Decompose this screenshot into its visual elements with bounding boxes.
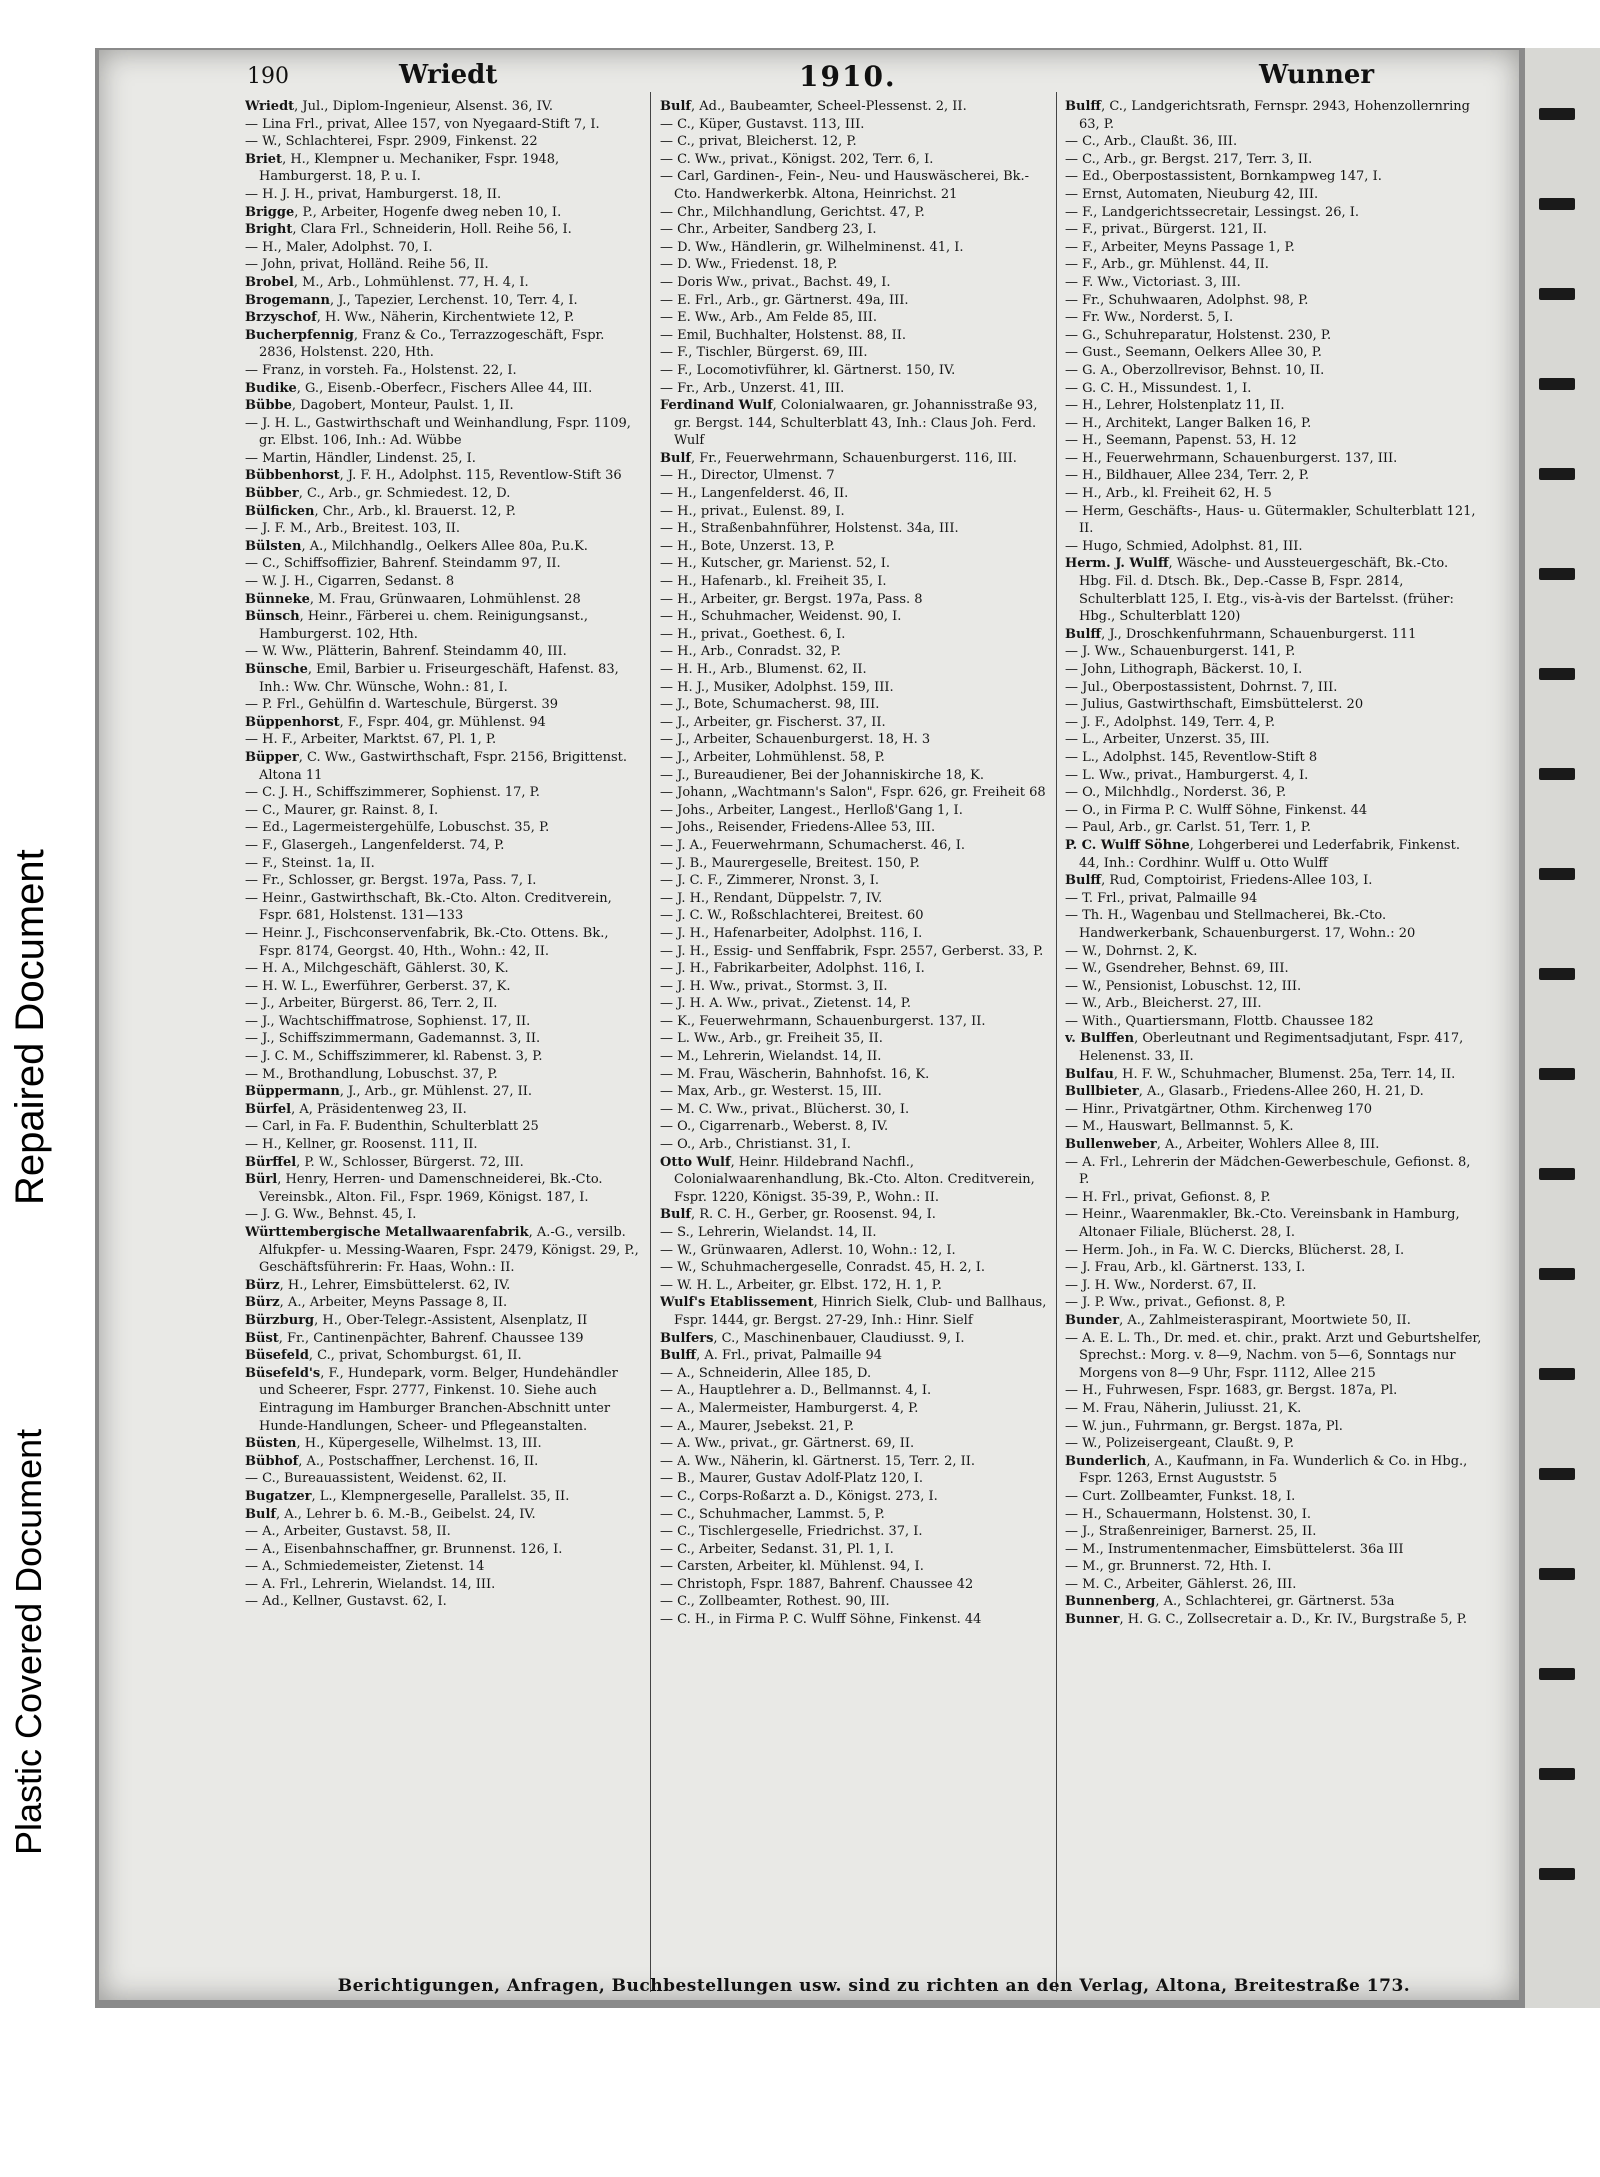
directory-entry: Büsefeld, C., privat, Schomburgst. 61, II. <box>245 1348 522 1364</box>
directory-entry: Bürffel, P. W., Schlosser, Bürgerst. 72, III. <box>245 1154 524 1170</box>
directory-entry: — J., Arbeiter, gr. Fischerst. 37, II. <box>660 714 886 730</box>
directory-entry: Bulfers, C., Maschinenbauer, Claudiusst. 9, I. <box>660 1330 965 1346</box>
directory-entry: — D. Ww., Friedenst. 18, P. <box>660 257 838 273</box>
directory-entry: — Jul., Oberpostassistent, Dohrnst. 7, III. <box>1065 679 1338 695</box>
directory-entry: — J. H. Ww., privat., Stormst. 3, II. <box>660 978 888 994</box>
directory-entry: — H., Seemann, Papenst. 53, H. 12 <box>1065 433 1297 449</box>
directory-entry: — F., privat., Bürgerst. 121, II. <box>1065 222 1267 238</box>
directory-entry: — L., Arbeiter, Unzerst. 35, III. <box>1065 732 1270 748</box>
directory-entry: — H., Kellner, gr. Roosenst. 111, II. <box>245 1137 478 1153</box>
header-year: 1910. <box>799 60 897 93</box>
directory-entry: — H., Bildhauer, Allee 234, Terr. 2, P. <box>1065 468 1309 484</box>
directory-entry: — H. J. H., privat, Hamburgerst. 18, II. <box>245 186 502 202</box>
directory-entry: — Hinr., Privatgärtner, Othm. Kirchenweg 170 <box>1065 1101 1372 1117</box>
directory-entry: — A. Frl., Lehrerin, Wielandst. 14, III. <box>245 1576 496 1592</box>
directory-entry: — F., Tischler, Bürgerst. 69, III. <box>660 345 868 361</box>
directory-entry: — A. Frl., Lehrerin der Mädchen-Gewerbeschule, Gefionst. 8, P. <box>1065 1154 1471 1188</box>
directory-entry: — J. Frau, Arb., kl. Gärtnerst. 133, I. <box>1065 1260 1306 1276</box>
directory-entry: — H. H., Arb., Blumenst. 62, II. <box>660 662 867 677</box>
directory-entry: — M., Lehrerin, Wielandst. 14, II. <box>660 1049 882 1065</box>
scanned-page <box>95 48 1600 2008</box>
adjacent-page-edge <box>1525 48 1600 2008</box>
directory-entry: — J. F., Adolphst. 149, Terr. 4, P. <box>1065 714 1276 730</box>
adjacent-text-fragment <box>1539 1468 1575 1480</box>
directory-entry: — H., Feuerwehrmann, Schauenburgerst. 137, III. <box>1065 450 1398 466</box>
adjacent-text-fragment <box>1539 1068 1575 1080</box>
directory-entry: — W., Polizeisergeant, Claußt. 9, P. <box>1065 1436 1295 1452</box>
directory-entry: — W., Arb., Bleicherst. 27, III. <box>1065 996 1262 1012</box>
directory-entry: — C. H., in Firma P. C. Wulff Söhne, Finkenst. 44 <box>660 1612 982 1628</box>
adjacent-text-fragment <box>1539 1268 1575 1280</box>
directory-entry: — F., Arb., gr. Mühlenst. 44, II. <box>1065 257 1269 273</box>
directory-entry: — H., Bote, Unzerst. 13, P. <box>660 538 835 554</box>
directory-entry: Bürz, A., Arbeiter, Meyns Passage 8, II. <box>245 1295 508 1311</box>
directory-entry: — J. H., Hafenarbeiter, Adolphst. 116, I. <box>660 925 923 941</box>
adjacent-text-fragment <box>1539 868 1575 880</box>
directory-entry: — Heinr., Gastwirthschaft, Bk.-Cto. Alton. Creditverein, Fspr. 681, Holstenst. 131—133 <box>245 890 612 924</box>
directory-entry: — Carl, in Fa. F. Budenthin, Schulterblatt 25 <box>245 1119 539 1135</box>
margin-labels <box>0 0 95 2177</box>
directory-entry: — M. Frau, Wäscherin, Bahnhofst. 16, K. <box>660 1066 930 1082</box>
adjacent-text-fragment <box>1539 1368 1575 1380</box>
directory-entry: — C., Corps-Roßarzt a. D., Königst. 273, I. <box>660 1488 938 1504</box>
directory-entry: — A. E. L. Th., Dr. med. et. chir., prakt. Arzt und Geburtshelfer, Sprechst.: Morg. v. 8—9, Nachm. von 5—6, Sonntags nur Morgens von 8—9 Uhr, Fspr. 1112, Allee 215 <box>1065 1330 1482 1381</box>
directory-entry: Büsten, H., Küpergeselle, Wilhelmst. 13, III. <box>245 1436 542 1452</box>
right-column <box>1059 98 1489 1958</box>
directory-entry: Briet, H., Klempner u. Mechaniker, Fspr. 1948, Hamburgerst. 18, P. u. I. <box>245 151 560 185</box>
directory-entry: — W., Gsendreher, Behnst. 69, III. <box>1065 961 1289 977</box>
directory-entry: — A., Malermeister, Hamburgerst. 4, P. <box>660 1400 919 1416</box>
directory-entry: — John, privat, Holländ. Reihe 56, II. <box>245 257 489 273</box>
directory-entry: Bübber, C., Arb., gr. Schmiedest. 12, D. <box>245 486 511 502</box>
directory-entry: — O., Cigarrenarb., Weberst. 8, IV. <box>660 1119 889 1135</box>
directory-entry: — M. C. Ww., privat., Blücherst. 30, I. <box>660 1101 910 1117</box>
directory-entry: — J., Bote, Schumacherst. 98, III. <box>660 697 880 713</box>
directory-entry: — J. P. Ww., privat., Gefionst. 8, P. <box>1065 1295 1286 1311</box>
directory-entry: — H., privat., Eulenst. 89, I. <box>660 503 845 519</box>
directory-entry: — H., Director, Ulmenst. 7 <box>660 468 835 484</box>
directory-entry: Bübhof, A., Postschaffner, Lerchenst. 16, II. <box>245 1453 539 1469</box>
directory-entry: — G. A., Oberzollrevisor, Behnst. 10, II. <box>1065 362 1325 378</box>
directory-entry: — H., Maler, Adolphst. 70, I. <box>245 239 433 255</box>
directory-entry: — L., Adolphst. 145, Reventlow-Stift 8 <box>1065 749 1318 765</box>
directory-entry: — Fr., Schuhwaaren, Adolphst. 98, P. <box>1065 292 1309 308</box>
directory-entry: — Curt. Zollbeamter, Funkst. 18, I. <box>1065 1488 1296 1504</box>
directory-entry: — F., Landgerichtssecretair, Lessingst. 26, I. <box>1065 204 1360 220</box>
directory-entry: — J. A., Feuerwehrmann, Schumacherst. 46, I. <box>660 837 965 853</box>
directory-entry: — Ed., Oberpostassistent, Bornkampweg 147, I. <box>1065 169 1382 185</box>
directory-entry: — J. H. L., Gastwirthschaft und Weinhandlung, Fspr. 1109, gr. Elbst. 106, Inh.: Ad. Wübbe <box>245 415 631 449</box>
adjacent-text-fragment <box>1539 668 1575 680</box>
directory-entry: — H. F., Arbeiter, Marktst. 67, Pl. 1, P. <box>245 732 497 748</box>
adjacent-text-fragment <box>1539 288 1575 300</box>
directory-entry: — P. Frl., Gehülfin d. Warteschule, Bürgerst. 39 <box>245 697 559 713</box>
directory-entry: — C., Arbeiter, Sedanst. 31, Pl. 1, I. <box>660 1541 894 1557</box>
directory-entry: — M. C., Arbeiter, Gählerst. 26, III. <box>1065 1576 1297 1592</box>
directory-entry: — C., Arb., gr. Bergst. 217, Terr. 3, II. <box>1065 151 1313 167</box>
directory-entry: Budike, G., Eisenb.-Oberfecr., Fischers Allee 44, III. <box>245 380 593 396</box>
directory-entry: — L. Ww., Arb., gr. Freiheit 35, II. <box>660 1031 883 1047</box>
directory-entry: Bürfel, A, Präsidentenweg 23, II. <box>245 1101 467 1117</box>
directory-entry: — W. H. L., Arbeiter, gr. Elbst. 172, H. 1, P. <box>660 1277 942 1293</box>
directory-entry: — E. Frl., Arb., gr. Gärtnerst. 49a, III. <box>660 292 909 308</box>
directory-entry: — K., Feuerwehrmann, Schauenburgerst. 137, II. <box>660 1013 986 1029</box>
directory-entry: Brzyschof, H. Ww., Näherin, Kirchentwiete 12, P. <box>245 310 575 326</box>
directory-entry: — C. Ww., privat., Königst. 202, Terr. 6, I. <box>660 151 934 167</box>
directory-entry: — W., Schuhmachergeselle, Conradst. 45, H. 2, I. <box>660 1260 986 1276</box>
directory-entry: — W., Dohrnst. 2, K. <box>1065 943 1198 959</box>
directory-entry: — H., Schuhmacher, Weidenst. 90, I. <box>660 609 902 625</box>
directory-entry: — W., Schlachterei, Fspr. 2909, Finkenst. 22 <box>245 134 538 150</box>
directory-entry: — A., Maurer, Jsebekst. 21, P. <box>660 1418 854 1434</box>
directory-entry: Bucherpfennig, Franz & Co., Terrazzogeschäft, Fspr. 2836, Holstenst. 220, Hth. <box>245 327 605 361</box>
directory-entry: — T. Frl., privat, Palmaille 94 <box>1065 890 1258 906</box>
directory-page <box>99 50 1519 2000</box>
directory-entry: Herm. J. Wulff, Wäsche- und Aussteuergeschäft, Bk.-Cto. Hbg. Fil. d. Dtsch. Bk., Dep.-Casse B, Fspr. 2814, Schulterblatt 125, I. Etg., vis-à-vis der Bartelsst. (früher: Hbg., Schulterblatt 120) <box>1065 556 1454 625</box>
directory-entry: — A., Arbeiter, Gustavst. 58, II. <box>245 1524 451 1540</box>
directory-entry: — H., Fuhrwesen, Fspr. 1683, gr. Bergst. 187a, Pl. <box>1065 1383 1398 1399</box>
directory-entry: — M., Brothandlung, Lobuschst. 37, P. <box>245 1066 498 1082</box>
directory-entry: — A., Hauptlehrer a. D., Bellmannst. 4, I. <box>660 1383 932 1399</box>
directory-entry: Bulfau, H. F. W., Schuhmacher, Blumenst. 25a, Terr. 14, II. <box>1065 1066 1456 1082</box>
directory-entry: — Hugo, Schmied, Adolphst. 81, III. <box>1065 538 1303 554</box>
directory-entry: Wulf's Etablissement, Hinrich Sielk, Club- und Ballhaus, Fspr. 1444, gr. Bergst. 27-29, Inh.: Hinr. Sielf <box>660 1295 1047 1328</box>
directory-entry: — C., Tischlergeselle, Friedrichst. 37, I. <box>660 1524 923 1540</box>
directory-entry: — H., Straßenbahnführer, Holstenst. 34a, III. <box>660 521 959 537</box>
directory-entry: — J. H., Rendant, Düppelstr. 7, IV. <box>660 890 883 906</box>
directory-entry: Württembergische Metallwaarenfabrik, A.-G., versilb. Alfukpfer- u. Messing-Waaren, Fspr. 2479, Königst. 29, P., Geschäftsführerin: Fr. Haas, Wohn.: II. <box>245 1225 639 1276</box>
directory-entry: — Franz, in vorsteh. Fa., Holstenst. 22, I. <box>245 362 517 378</box>
directory-entry: — C. J. H., Schiffszimmerer, Sophienst. 17, P. <box>245 785 540 801</box>
directory-entry: — J. C. F., Zimmerer, Nronst. 3, I. <box>660 873 879 889</box>
directory-entry: Bülficken, Chr., Arb., kl. Brauerst. 12, P. <box>245 503 516 519</box>
directory-entry: Bulf, Ad., Baubeamter, Scheel-Plessenst. 2, II. <box>660 99 967 114</box>
adjacent-text-fragment <box>1539 1868 1575 1880</box>
directory-entry: Bulff, J., Droschkenfuhrmann, Schauenburgerst. 111 <box>1065 626 1417 642</box>
directory-entry: — Johs., Reisender, Friedens-Allee 53, III. <box>660 820 936 836</box>
directory-entry: — H., Lehrer, Holstenplatz 11, II. <box>1065 398 1285 414</box>
directory-entry: Büpper, C. Ww., Gastwirthschaft, Fspr. 2156, Brigittenst. Altona 11 <box>245 749 627 783</box>
directory-entry: Bunnenberg, A., Schlachterei, gr. Gärtnerst. 53a <box>1065 1594 1395 1610</box>
directory-entry: Bulff, C., Landgerichtsrath, Fernspr. 2943, Hohenzollernring 63, P. <box>1065 99 1470 132</box>
directory-entry: — A., Schneiderin, Allee 185, D. <box>660 1365 872 1381</box>
middle-column <box>654 98 1054 1958</box>
page-number: 190 <box>247 64 289 89</box>
directory-entry: Büppenhorst, F., Fspr. 404, gr. Mühlenst. 94 <box>245 714 546 730</box>
adjacent-text-fragment <box>1539 108 1575 120</box>
directory-entry: — Carsten, Arbeiter, kl. Mühlenst. 94, I. <box>660 1559 924 1575</box>
directory-entry: — M. Frau, Näherin, Juliusst. 21, K. <box>1065 1400 1302 1416</box>
directory-entry: Büsefeld's, F., Hundepark, vorm. Belger, Hundehändler und Scheerer, Fspr. 2777, Finkenst. 10. Siehe auch Eintragung im Hamburger Branchen-Abschnitt unter Hunde-Handlungen, Scheer- und Pflegeanstalten. <box>245 1365 618 1434</box>
directory-entry: Bulf, R. C. H., Gerber, gr. Roosenst. 94, I. <box>660 1207 936 1223</box>
directory-entry: — Fr., Schlosser, gr. Bergst. 197a, Pass. 7, I. <box>245 873 537 889</box>
directory-entry: — H. A., Milchgeschäft, Gählerst. 30, K. <box>245 961 509 977</box>
directory-entry: Bülsten, A., Milchhandlg., Oelkers Allee 80a, P.u.K. <box>245 538 588 554</box>
directory-entry: — H. W. L., Ewerführer, Gerberst. 37, K. <box>245 978 511 994</box>
directory-entry: — C., Maurer, gr. Rainst. 8, I. <box>245 802 439 818</box>
directory-entry: Bünsche, Emil, Barbier u. Friseurgeschäft, Hafenst. 83, Inh.: Ww. Chr. Wünsche, Wohn.: 81, I. <box>245 662 619 695</box>
directory-entry: — J. H., Essig- und Senffabrik, Fspr. 2557, Gerberst. 33, P. <box>660 943 1044 959</box>
directory-entry: — J., Arbeiter, Bürgerst. 86, Terr. 2, II. <box>245 996 498 1012</box>
directory-entry: — A., Eisenbahnschaffner, gr. Brunnenst. 126, I. <box>245 1541 563 1557</box>
directory-entry: — H., Kutscher, gr. Marienst. 52, I. <box>660 556 891 572</box>
directory-entry: — Doris Ww., privat., Bachst. 49, I. <box>660 274 891 290</box>
directory-entry: Bulff, Rud, Comptoirist, Friedens-Allee 103, I. <box>1065 873 1373 889</box>
page-header <box>99 50 1519 93</box>
directory-entry: — J. G. Ww., Behnst. 45, I. <box>245 1207 417 1223</box>
directory-entry: — Ernst, Automaten, Nieuburg 42, III. <box>1065 186 1319 202</box>
directory-entry: — F., Locomotivführer, kl. Gärtnerst. 150, IV. <box>660 362 956 378</box>
adjacent-text-fragment <box>1539 968 1575 980</box>
directory-entry: P. C. Wulff Söhne, Lohgerberei und Lederfabrik, Finkenst. 44, Inh.: Cordhinr. Wulff u. Otto Wulff <box>1065 837 1460 871</box>
directory-entry: — M., Hauswart, Bellmannst. 5, K. <box>1065 1119 1294 1135</box>
directory-entry: — O., Milchhdlg., Norderst. 36, P. <box>1065 785 1287 801</box>
directory-entry: — J., Arbeiter, Lohmühlenst. 58, P. <box>660 749 885 765</box>
adjacent-text-fragment <box>1539 1768 1575 1780</box>
adjacent-text-fragment <box>1539 198 1575 210</box>
directory-entry: — F., Steinst. 1a, II. <box>245 855 375 871</box>
directory-entry: — H. Frl., privat, Gefionst. 8, P. <box>1065 1189 1271 1205</box>
directory-entry: Brogemann, J., Tapezier, Lerchenst. 10, Terr. 4, I. <box>245 292 578 308</box>
directory-entry: Bürz, H., Lehrer, Eimsbüttelerst. 62, IV. <box>245 1277 511 1293</box>
directory-entry: — J. H. Ww., Norderst. 67, II. <box>1065 1277 1257 1293</box>
directory-entry: — Gust., Seemann, Oelkers Allee 30, P. <box>1065 345 1322 361</box>
publisher-footer: Berichtigungen, Anfragen, Buchbestellungen usw. sind zu richten an den Verlag, Altona, Breitestraße 173. <box>337 1976 1411 1996</box>
directory-entry: — J., Schiffszimmermann, Gademannst. 3, II. <box>245 1031 541 1047</box>
adjacent-text-fragment <box>1539 768 1575 780</box>
directory-entry: Bugatzer, L., Klempnergeselle, Parallelst. 35, II. <box>245 1488 570 1504</box>
directory-entry: — H., Architekt, Langer Balken 16, P. <box>1065 415 1312 431</box>
directory-entry: — Lina Frl., privat, Allee 157, von Nyegaard-Stift 7, I. <box>245 116 600 132</box>
directory-entry: — Max, Arb., gr. Westerst. 15, III. <box>660 1084 882 1100</box>
directory-entry: Bunner, H. G. C., Zollsecretair a. D., Kr. IV., Burgstraße 5, P. <box>1065 1612 1468 1628</box>
directory-entry: Brobel, M., Arb., Lohmühlenst. 77, H. 4, I. <box>245 274 529 290</box>
directory-entry: — L. Ww., privat., Hamburgerst. 4, I. <box>1065 767 1309 783</box>
directory-entry: — J. H., Fabrikarbeiter, Adolphst. 116, I. <box>660 961 925 977</box>
directory-entry: Bullbieter, A., Glasarb., Friedens-Allee 260, H. 21, D. <box>1065 1084 1424 1100</box>
left-column <box>239 98 649 1958</box>
directory-entry: — John, Lithograph, Bäckerst. 10, I. <box>1065 662 1303 677</box>
directory-entry: — Herm, Geschäfts-, Haus- u. Gütermakler, Schulterblatt 121, II. <box>1065 503 1476 537</box>
directory-entry: Bübbe, Dagobert, Monteur, Paulst. 1, II. <box>245 398 514 414</box>
directory-entry: Ferdinand Wulf, Colonialwaaren, gr. Johannisstraße 93, gr. Bergst. 144, Schulterblatt 43, Inh.: Claus Joh. Ferd. Wulf <box>660 398 1038 449</box>
directory-entry: — J. F. M., Arb., Breitest. 103, II. <box>245 521 461 537</box>
plastic-covered-document-label: Plastic Covered Document <box>8 1428 49 1855</box>
directory-entry: — Fr. Ww., Norderst. 5, I. <box>1065 310 1234 326</box>
directory-entry: — Paul, Arb., gr. Carlst. 51, Terr. 1, P. <box>1065 820 1311 836</box>
directory-entry: Bünneke, M. Frau, Grünwaaren, Lohmühlenst. 28 <box>245 591 581 607</box>
directory-entry: — H., Hafenarb., kl. Freiheit 35, I. <box>660 574 887 590</box>
directory-entry: — Heinr., Waarenmakler, Bk.-Cto. Vereinsbank in Hamburg, Altonaer Filiale, Blücherst. 28, I. <box>1065 1207 1460 1240</box>
directory-entry: — H., Langenfelderst. 46, II. <box>660 486 849 502</box>
directory-entry: — B., Maurer, Gustav Adolf-Platz 120, I. <box>660 1471 923 1487</box>
repaired-document-label: Repaired Document <box>8 849 52 1205</box>
directory-entry: — W. J. H., Cigarren, Sedanst. 8 <box>245 574 455 590</box>
directory-entry: — C., Schiffsoffizier, Bahrenf. Steindamm 97, II. <box>245 556 561 572</box>
directory-entry: — C., privat, Bleicherst. 12, P. <box>660 134 857 150</box>
directory-entry: — J., Wachtschiffmatrose, Sophienst. 17, II. <box>245 1013 531 1029</box>
directory-entry: Bullenweber, A., Arbeiter, Wohlers Allee 8, III. <box>1065 1137 1380 1153</box>
directory-entry: — C., Bureauassistent, Weidenst. 62, II. <box>245 1471 507 1487</box>
adjacent-text-fragment <box>1539 1568 1575 1580</box>
directory-entry: v. Bulffen, Oberleutnant und Regimentsadjutant, Fspr. 417, Helenenst. 33, II. <box>1065 1031 1464 1065</box>
directory-entry: — H., Arb., kl. Freiheit 62, H. 5 <box>1065 486 1272 502</box>
directory-entry: Bright, Clara Frl., Schneiderin, Holl. Reihe 56, I. <box>245 222 572 238</box>
directory-entry: Wriedt, Jul., Diplom-Ingenieur, Alsenst. 36, IV. <box>245 99 553 114</box>
directory-entry: — W. jun., Fuhrmann, gr. Bergst. 187a, Pl. <box>1065 1418 1343 1434</box>
header-last-entry: Wunner <box>1259 60 1375 90</box>
directory-entry: — H., Arbeiter, gr. Bergst. 197a, Pass. 8 <box>660 591 923 607</box>
directory-entry: — H., privat., Goethest. 6, I. <box>660 626 846 642</box>
directory-entry: — C., Schuhmacher, Lammst. 5, P. <box>660 1506 885 1522</box>
directory-entry: — Martin, Händler, Lindenst. 25, I. <box>245 450 476 466</box>
directory-entry: Brigge, P., Arbeiter, Hogenfe dweg neben 10, I. <box>245 204 562 220</box>
directory-entry: — H., Schauermann, Holstenst. 30, I. <box>1065 1506 1312 1522</box>
directory-entry: Bünsch, Heinr., Färberei u. chem. Reinigungsanst., Hamburgerst. 102, Hth. <box>245 609 588 642</box>
directory-entry: Bürl, Henry, Herren- und Damenschneiderei, Bk.-Cto. Vereinsbk., Alton. Fil., Fspr. 1969, Königst. 187, I. <box>245 1172 603 1205</box>
adjacent-text-fragment <box>1539 468 1575 480</box>
directory-entry: — Johs., Arbeiter, Langest., Herlloß'Gang 1, I. <box>660 802 963 818</box>
directory-entry: Bunder, A., Zahlmeisteraspirant, Moortwiete 50, II. <box>1065 1312 1411 1328</box>
directory-entry: Bürzburg, H., Ober-Telegr.-Assistent, Alsenplatz, II <box>245 1312 588 1328</box>
directory-entry: — J., Arbeiter, Schauenburgerst. 18, H. 3 <box>660 732 931 748</box>
directory-entry: — Ad., Kellner, Gustavst. 62, I. <box>245 1594 447 1610</box>
directory-entry: — H. J., Musiker, Adolphst. 159, III. <box>660 679 894 695</box>
directory-entry: Otto Wulf, Heinr. Hildebrand Nachfl., Colonialwaarenhandlung, Bk.-Cto. Alton. Creditverein, Fspr. 1220, Königst. 35-39, P., Wohn.: II. <box>660 1154 1035 1205</box>
directory-entry: — Th. H., Wagenbau und Stellmacherei, Bk.-Cto. Handwerkerbank, Schauenburgerst. 17, Wohn.: 20 <box>1065 908 1416 941</box>
directory-entry: — J. C. M., Schiffszimmerer, kl. Rabenst. 3, P. <box>245 1049 543 1065</box>
directory-entry: — J. H. A. Ww., privat., Zietenst. 14, P. <box>660 996 911 1012</box>
directory-entry: — Carl, Gardinen-, Fein-, Neu- und Hauswäscherei, Bk.-Cto. Handwerkerbk. Altona, Heinrichst. 21 <box>660 169 1030 202</box>
directory-entry: — W., Grünwaaren, Adlerst. 10, Wohn.: 12, I. <box>660 1242 956 1258</box>
directory-entry: — A. Ww., Näherin, kl. Gärtnerst. 15, Terr. 2, II. <box>660 1453 976 1469</box>
directory-entry: Büppermann, J., Arb., gr. Mühlenst. 27, II. <box>245 1084 533 1100</box>
directory-entry: — A. Ww., privat., gr. Gärtnerst. 69, II. <box>660 1436 915 1452</box>
directory-entry: — E. Ww., Arb., Am Felde 85, III. <box>660 310 878 326</box>
directory-entry: — J., Straßenreiniger, Barnerst. 25, II. <box>1065 1524 1317 1540</box>
directory-entry: — G. C. H., Missundest. 1, I. <box>1065 380 1252 396</box>
directory-entry: — Emil, Buchhalter, Holstenst. 88, II. <box>660 327 907 343</box>
directory-entry: — Herm. Joh., in Fa. W. C. Diercks, Blücherst. 28, I. <box>1065 1242 1405 1258</box>
directory-entry: — J., Bureaudiener, Bei der Johanniskirche 18, K. <box>660 767 984 783</box>
directory-entry: — Chr., Milchhandlung, Gerichtst. 47, P. <box>660 204 925 220</box>
directory-entry: — Chr., Arbeiter, Sandberg 23, I. <box>660 222 877 238</box>
directory-entry: — O., Arb., Christianst. 31, I. <box>660 1137 851 1153</box>
directory-entry: — H., Arb., Conradst. 32, P. <box>660 644 841 660</box>
directory-entry: — Christoph, Fspr. 1887, Bahrenf. Chaussee 42 <box>660 1576 974 1592</box>
adjacent-text-fragment <box>1539 1668 1575 1680</box>
directory-entry: Büst, Fr., Cantinenpächter, Bahrenf. Chaussee 139 <box>245 1330 584 1346</box>
directory-entry: — Fr., Arb., Unzerst. 41, III. <box>660 380 845 396</box>
directory-entry: — F. Ww., Victoriast. 3, III. <box>1065 274 1241 290</box>
directory-entry: Bulf, A., Lehrer b. 6. M.-B., Geibelst. 24, IV. <box>245 1506 536 1522</box>
directory-entry: — Johann, „Wachtmann's Salon", Fspr. 626, gr. Freiheit 68 <box>660 785 1046 801</box>
directory-entry: — D. Ww., Händlerin, gr. Wilhelminenst. 41, I. <box>660 239 964 255</box>
directory-entry: — O., in Firma P. C. Wulff Söhne, Finkenst. 44 <box>1065 802 1368 818</box>
directory-entry: — C., Arb., Claußt. 36, III. <box>1065 134 1238 150</box>
directory-entry: — C., Küper, Gustavst. 113, III. <box>660 116 865 132</box>
column-divider <box>1056 92 1057 1992</box>
adjacent-text-fragment <box>1539 378 1575 390</box>
directory-entry: — W. Ww., Plätterin, Bahrenf. Steindamm 40, III. <box>245 644 567 660</box>
directory-entry: — J. B., Maurergeselle, Breitest. 150, P. <box>660 855 920 871</box>
directory-entry: — M., gr. Brunnerst. 72, Hth. I. <box>1065 1559 1272 1575</box>
directory-entry: — F., Glasergeh., Langenfelderst. 74, P. <box>245 837 505 853</box>
adjacent-text-fragment <box>1539 1168 1575 1180</box>
directory-entry: — S., Lehrerin, Wielandst. 14, II. <box>660 1225 877 1240</box>
directory-entry: — F., Arbeiter, Meyns Passage 1, P. <box>1065 239 1295 255</box>
directory-entry: — W., Pensionist, Lobuschst. 12, III. <box>1065 978 1302 994</box>
directory-entry: — With., Quartiersmann, Flottb. Chaussee 182 <box>1065 1013 1374 1029</box>
directory-entry: Bunderlich, A., Kaufmann, in Fa. Wunderlich & Co. in Hbg., Fspr. 1263, Ernst Auguststr. 5 <box>1065 1453 1468 1487</box>
directory-entry: — C., Zollbeamter, Rothest. 90, III. <box>660 1594 890 1610</box>
directory-entry: Bulf, Fr., Feuerwehrmann, Schauenburgerst. 116, III. <box>660 450 1017 466</box>
directory-entry: — J. Ww., Schauenburgerst. 141, P. <box>1065 644 1296 660</box>
directory-entry: — M., Instrumentenmacher, Eimsbüttelerst. 36a III <box>1065 1541 1404 1557</box>
directory-entry: Bübbenhorst, J. F. H., Adolphst. 115, Reventlow-Stift 36 <box>245 468 622 484</box>
directory-entry: — Ed., Lagermeistergehülfe, Lobuschst. 35, P. <box>245 820 550 836</box>
directory-entry: — J. C. W., Roßschlachterei, Breitest. 60 <box>660 908 924 924</box>
directory-entry: — Julius, Gastwirthschaft, Eimsbüttelerst. 20 <box>1065 697 1364 713</box>
adjacent-text-fragment <box>1539 568 1575 580</box>
column-divider <box>650 92 651 1992</box>
header-first-entry: Wriedt <box>399 60 498 90</box>
directory-entry: — A., Schmiedemeister, Zietenst. 14 <box>245 1559 485 1575</box>
directory-entry: — G., Schuhreparatur, Holstenst. 230, P. <box>1065 327 1332 343</box>
directory-entry: Bulff, A. Frl., privat, Palmaille 94 <box>660 1348 883 1364</box>
directory-entry: — Heinr. J., Fischconservenfabrik, Bk.-Cto. Ottens. Bk., Fspr. 8174, Georgst. 40, Hth., Wohn.: 42, II. <box>245 925 609 959</box>
